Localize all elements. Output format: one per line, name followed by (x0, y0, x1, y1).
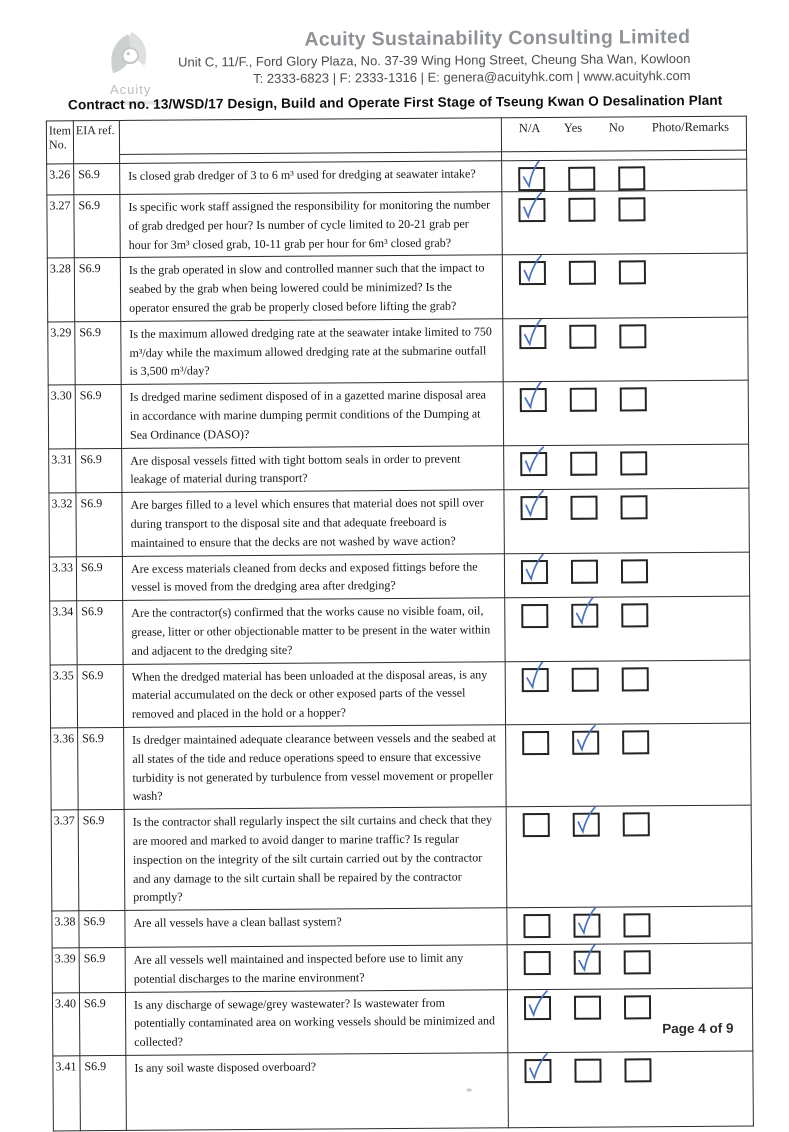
item-no-cell: 3.33 (49, 556, 76, 601)
table-row (52, 943, 752, 992)
na-checkbox[interactable] (524, 1059, 551, 1083)
col-header-eia-ref: EIA ref. (73, 120, 119, 163)
checkbox-group (508, 1052, 752, 1084)
checkmark-icon (522, 558, 546, 582)
yes-checkbox[interactable] (574, 951, 601, 975)
na-checkbox[interactable] (520, 496, 547, 520)
table-row (53, 1051, 754, 1131)
table-row (50, 660, 750, 728)
question-cell: Is the maximum allowed dredging rate at the seawater intake limited to 750 m³/day while the maximum allowed dredging rate at the submarine outfall is 3,500 m³/day? (121, 319, 503, 385)
yes-checkbox[interactable] (574, 995, 601, 1019)
no-checkbox[interactable] (620, 451, 647, 475)
checkbox-group (505, 552, 749, 584)
yes-checkbox[interactable] (569, 324, 596, 348)
no-checkbox[interactable] (621, 603, 648, 627)
col-header-item-no: Item No. (46, 121, 73, 164)
checkmark-icon (574, 948, 599, 973)
table-row (48, 380, 748, 448)
checkmark-icon (519, 196, 544, 221)
no-checkbox[interactable] (623, 812, 650, 836)
question-cell: Is dredged marine sediment disposed of in a gazetted marine disposal area in accordance with marine dumping permit conditions of the Dumping at Sea Ordinance (DASO)? (121, 382, 503, 448)
col-header-yes: Yes (563, 120, 583, 135)
eia-ref-cell: S6.9 (74, 258, 120, 322)
na-checkbox[interactable] (522, 668, 549, 692)
table-header (46, 116, 746, 164)
checkbox-group (502, 191, 746, 223)
checkbox-group (506, 660, 750, 692)
answer-cell (503, 380, 748, 445)
checkbox-group (507, 806, 751, 838)
answer-cell (502, 190, 747, 255)
item-no-cell: 3.39 (52, 948, 79, 993)
checkbox-group (503, 254, 747, 286)
table-row (51, 805, 752, 911)
item-no-cell: 3.38 (52, 911, 79, 948)
answer-cell (506, 805, 752, 908)
checkmark-icon (574, 811, 598, 835)
answer-cell (504, 488, 749, 553)
question-cell: Is dredger maintained adequate clearance between vessels and the seabed at all states of the tide and reduce operations speed to ensure that excessive turbidity is not generated by turbulence from vessel movement or propeller wash? (124, 725, 507, 810)
col-header-photo-remarks: Photo/Remarks (651, 119, 730, 135)
eia-ref-cell: S6.9 (80, 1056, 127, 1131)
checkmark-icon (573, 728, 598, 753)
company-address: Unit C, 11/F., Ford Glory Plaza, No. 37-39 Wing Hong Street, Cheung Sha Wan, Kowloon (178, 50, 691, 70)
no-checkbox[interactable] (620, 387, 647, 411)
table-row (52, 906, 752, 948)
checklist-body (47, 159, 754, 1131)
na-checkbox[interactable] (519, 325, 546, 349)
no-checkbox[interactable] (621, 559, 648, 583)
yes-checkbox[interactable] (573, 914, 600, 938)
question-cell: Is any soil waste disposed overboard? (126, 1053, 509, 1131)
eia-ref-cell: S6.9 (76, 448, 122, 493)
item-no-cell: 3.32 (49, 493, 76, 557)
na-checkbox[interactable] (522, 731, 549, 755)
checkmark-icon (572, 601, 597, 626)
yes-checkbox[interactable] (570, 496, 597, 520)
no-checkbox[interactable] (624, 995, 651, 1019)
na-checkbox[interactable] (524, 951, 551, 975)
question-cell: Are excess materials cleaned from decks and exposed fittings before the vessel is moved from the dredging area after dredging? (122, 553, 504, 600)
eia-ref-cell: S6.9 (76, 493, 122, 557)
na-checkbox[interactable] (520, 452, 547, 476)
checkbox-group (508, 988, 752, 1020)
no-checkbox[interactable] (623, 913, 650, 937)
yes-checkbox[interactable] (573, 813, 600, 837)
question-cell: Is the contractor shall regularly inspect the silt curtains and check that they are moored and marked to avoid danger to marine traffic? Is regular inspection on the integrity of the silt curtain carried out by the contractor and any damage to the silt curtain shall be repaired by the contractor promptly? (124, 807, 507, 911)
checkbox-group (508, 944, 752, 976)
question-cell: Is any discharge of sewage/grey wastewater? Is wastewater from potentially contaminated area on working vessels should be minimized and collected? (125, 989, 507, 1055)
document-title: Contract no. 13/WSD/17 Design, Build and Operate First Stage of Tseung Kwan O Desalination Plant (67, 92, 723, 113)
answer-cell (503, 317, 748, 382)
eia-ref-cell: S6.9 (75, 321, 121, 385)
eia-ref-cell: S6.9 (77, 664, 123, 728)
na-checkbox[interactable] (521, 560, 548, 584)
eia-ref-cell: S6.9 (74, 163, 120, 194)
na-checkbox[interactable] (520, 388, 547, 412)
checkbox-group (504, 381, 748, 413)
checkbox-group (505, 597, 749, 629)
item-no-cell: 3.27 (47, 195, 74, 259)
no-checkbox[interactable] (620, 495, 647, 519)
col-header-no: No (608, 120, 625, 135)
table-row (47, 159, 747, 195)
no-checkbox[interactable] (622, 667, 649, 691)
eia-ref-cell: S6.9 (79, 992, 125, 1056)
question-cell: Are the contractor(s) confirmed that the works cause no visible foam, oil, grease, litter or other objectionable matter to be present in the water within and adjacent to the dredging site? (123, 598, 505, 664)
eia-ref-cell: S6.9 (76, 556, 122, 601)
leaf-logo-icon (97, 30, 163, 84)
yes-checkbox[interactable] (571, 559, 598, 583)
yes-checkbox[interactable] (571, 604, 598, 628)
question-cell: Is closed grab dredger of 3 to 6 m³ used for dredging at seawater intake? (120, 161, 502, 195)
col-header-na: N/A (518, 121, 541, 136)
item-no-cell: 3.34 (50, 601, 77, 665)
acuity-logo (84, 30, 177, 106)
question-cell: Are barges filled to a level which ensures that material does not spill over during transport to the disposal site and that adequate freeboard is maintained to ensure that the decks are not washed by wave action? (122, 490, 504, 556)
checkmark-icon (522, 665, 548, 691)
checkbox-group (507, 907, 751, 939)
yes-checkbox[interactable] (570, 388, 597, 412)
no-checkbox[interactable] (622, 730, 649, 754)
answer-cell (505, 660, 750, 725)
eia-ref-cell: S6.9 (78, 727, 125, 810)
checkbox-group (506, 723, 750, 755)
checkmark-icon (518, 164, 544, 190)
company-contact: T: 2333-6823 | F: 2333-1316 | E: genera@acuityhk.com | www.acuityhk.com (253, 67, 691, 87)
table-row (47, 253, 747, 321)
checkmark-icon (520, 386, 545, 411)
table-row (52, 988, 752, 1056)
logo-wordmark: Acuity (109, 81, 152, 98)
na-checkbox[interactable] (524, 996, 551, 1020)
item-no-cell: 3.31 (49, 448, 76, 493)
no-checkbox[interactable] (624, 1058, 651, 1082)
yes-checkbox[interactable] (570, 451, 597, 475)
checkbox-group (504, 444, 748, 476)
question-cell: Is specific work staff assigned the responsibility for monitoring the number of grab dredged per hour? Is number of cycle limited to 20-21 grab per hour for 3m³ closed grab, 10-11 grab per hour for 6m³ closed grab? (120, 192, 502, 258)
table-row (47, 190, 747, 258)
company-name: Acuity Sustainability Consulting Limited (304, 25, 691, 51)
question-cell: When the dredged material has been unloaded at the disposal areas, is any material accumulated on the deck or other exposed parts of the vessel removed and placed in the hold or a hopper? (123, 661, 505, 727)
item-no-cell: 3.30 (48, 385, 75, 449)
table-row (49, 488, 749, 556)
answer-cell (505, 596, 750, 661)
eia-ref-cell: S6.9 (77, 601, 123, 665)
scan-speck (467, 1089, 472, 1092)
question-cell: Are all vessels have a clean ballast system? (125, 908, 507, 948)
item-no-cell: 3.26 (47, 164, 74, 195)
answer-cell (504, 552, 749, 598)
answer-cell (502, 159, 747, 192)
table-row (51, 723, 752, 810)
answer-cell (504, 444, 749, 490)
answer-cell (507, 906, 752, 945)
checkmark-icon (520, 323, 545, 348)
table-row (48, 317, 748, 385)
item-no-cell: 3.29 (48, 322, 75, 386)
answer-cell (502, 253, 747, 318)
col-header-question (119, 118, 501, 155)
item-no-cell: 3.40 (52, 992, 79, 1056)
item-no-cell: 3.37 (51, 810, 79, 911)
yes-checkbox[interactable] (572, 731, 599, 755)
question-cell: Are disposal vessels fitted with tight bottom seals in order to prevent leakage of material during transport? (122, 445, 504, 492)
no-checkbox[interactable] (624, 950, 651, 974)
checkmark-icon (574, 912, 599, 937)
na-checkbox[interactable] (521, 604, 548, 628)
checkbox-group (503, 317, 747, 349)
checkmark-icon (525, 1057, 550, 1082)
yes-checkbox[interactable] (574, 1059, 601, 1083)
yes-checkbox[interactable] (568, 167, 595, 191)
checkmark-icon (524, 993, 549, 1018)
na-checkbox[interactable] (518, 167, 545, 191)
yes-checkbox[interactable] (568, 198, 595, 222)
letterhead (170, 26, 690, 88)
eia-ref-cell: S6.9 (79, 911, 125, 948)
eia-ref-cell: S6.9 (78, 810, 125, 911)
checkmark-icon (520, 449, 545, 474)
table-row (49, 444, 749, 493)
answer-cell (507, 943, 752, 989)
eia-ref-cell: S6.9 (79, 948, 125, 993)
checkmark-icon (521, 494, 546, 519)
yes-checkbox[interactable] (569, 261, 596, 285)
eia-ref-cell: S6.9 (75, 385, 121, 449)
no-checkbox[interactable] (619, 261, 646, 285)
no-checkbox[interactable] (618, 166, 645, 190)
item-no-cell: 3.28 (47, 258, 74, 322)
item-no-cell: 3.36 (51, 728, 79, 810)
item-no-cell: 3.41 (53, 1056, 81, 1131)
checkbox-group (502, 160, 746, 192)
checkbox-group (504, 489, 748, 521)
question-cell: Is the grab operated in slow and controlled manner such that the impact to seabed by the grab when being lowered could be minimized? Is the operator ensured the grab be properly closed before lifting the grab? (120, 255, 502, 321)
answer-cell (506, 723, 752, 807)
answer-cell (508, 1051, 754, 1128)
page-number: Page 4 of 9 (662, 1020, 734, 1037)
question-cell: Are all vessels well maintained and inspected before use to limit any potential discharges to the marine environment? (125, 945, 507, 992)
na-checkbox[interactable] (523, 813, 550, 837)
no-checkbox[interactable] (619, 324, 646, 348)
answer-header (501, 116, 746, 152)
na-checkbox[interactable] (523, 914, 550, 938)
na-checkbox[interactable] (519, 261, 546, 285)
no-checkbox[interactable] (618, 197, 645, 221)
table-row (49, 552, 749, 601)
checkmark-icon (520, 259, 544, 283)
yes-checkbox[interactable] (572, 667, 599, 691)
checklist-table (46, 116, 754, 1132)
na-checkbox[interactable] (518, 198, 545, 222)
item-no-cell: 3.35 (50, 664, 77, 728)
eia-ref-cell: S6.9 (74, 194, 120, 258)
table-row (50, 596, 750, 664)
